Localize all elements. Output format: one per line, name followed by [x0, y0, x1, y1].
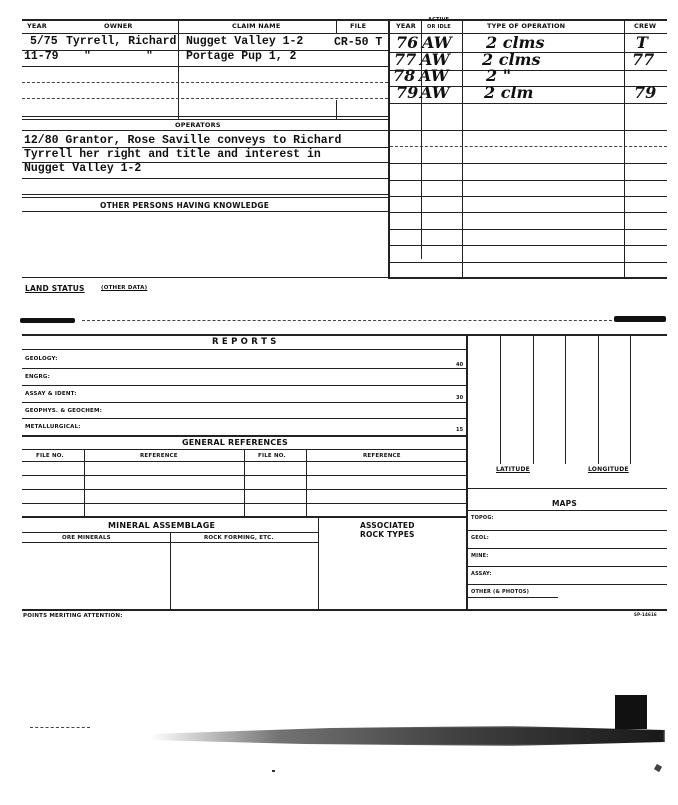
op-row-3-type: 2 ": [486, 66, 512, 85]
maps-assay: ASSAY:: [471, 571, 492, 577]
reports-engrg: ENGRG:: [25, 374, 51, 380]
land-status-sub: (OTHER DATA): [101, 285, 148, 291]
op-row-1-type: 2 clms: [486, 33, 545, 52]
operators-line-3: Nugget Valley 1-2: [24, 162, 142, 175]
ownership-row-2-year: 11-79: [24, 50, 59, 63]
rock-types-label: ROCK TYPES: [360, 530, 415, 539]
ownership-row-1-claim: Nugget Valley 1-2: [186, 35, 304, 48]
ownership-row-2-owner-ditto: ": [146, 50, 153, 63]
ownership-row-1-file: CR-50 T: [334, 36, 383, 49]
col-header-type-of-operation: TYPE OF OPERATION: [487, 22, 566, 30]
reports-geophys: GEOPHYS. & GEOCHEM:: [25, 408, 103, 414]
land-status-label: LAND STATUS: [25, 284, 85, 293]
scan-dark-patch: [615, 695, 647, 729]
reports-geology-num: 40: [456, 362, 464, 368]
op-row-4-crew: 79: [634, 83, 657, 102]
col-header-active: ACTIVE: [428, 17, 450, 23]
op-row-4-status: AW: [420, 83, 450, 102]
ownership-row-2-owner: ": [84, 50, 91, 63]
col-header-or-idle: OR IDLE: [427, 24, 451, 30]
operators-title: OPERATORS: [175, 121, 221, 129]
operators-line-1: 12/80 Grantor, Rose Saville conveys to Richard: [24, 134, 342, 147]
reports-assay: ASSAY & IDENT:: [25, 391, 77, 397]
reports-geology: GEOLOGY:: [25, 356, 58, 362]
scan-speck: [654, 764, 662, 772]
op-row-1-status: AW: [422, 33, 452, 52]
col-header-year-ops: YEAR: [396, 22, 416, 30]
reports-metallurgical: METALLURGICAL:: [25, 424, 81, 430]
op-row-2-crew: 77: [632, 50, 655, 69]
col-header-crew: CREW: [634, 22, 657, 30]
genref-header-file-no-2: FILE NO.: [258, 453, 286, 459]
points-meriting-attention: POINTS MERITING ATTENTION:: [23, 613, 123, 619]
maps-mine: MINE:: [471, 553, 489, 559]
ownership-row-1-year: 5/75: [30, 35, 58, 48]
ink-blob-left: [20, 318, 75, 323]
mineral-assemblage-title: MINERAL ASSEMBLAGE: [108, 521, 216, 530]
operators-line-2: Tyrrell her right and title and interest in: [24, 148, 321, 161]
op-row-2-year: 77: [394, 50, 417, 69]
op-row-3-year: 78: [393, 66, 416, 85]
op-row-3-status: AW: [419, 66, 449, 85]
op-row-2-status: AW: [420, 50, 450, 69]
col-header-claim-name: CLAIM NAME: [232, 22, 281, 30]
other-persons-title: OTHER PERSONS HAVING KNOWLEDGE: [100, 201, 270, 210]
col-header-year: YEAR: [27, 22, 47, 30]
general-references-title: GENERAL REFERENCES: [182, 438, 288, 447]
op-row-4-type: 2 clm: [484, 83, 534, 102]
genref-header-reference-1: REFERENCE: [140, 453, 178, 459]
longitude-label: LONGITUDE: [588, 466, 629, 473]
col-header-owner: OWNER: [104, 22, 133, 30]
maps-title: MAPS: [552, 499, 577, 508]
ownership-row-1-owner: Tyrrell, Richard: [66, 35, 177, 48]
ownership-row-2-claim: Portage Pup 1, 2: [186, 50, 297, 63]
reports-metallurgical-num: 15: [456, 427, 464, 433]
ore-minerals-label: ORE MINERALS: [62, 535, 111, 541]
scan-speck: [272, 770, 275, 772]
genref-header-reference-2: REFERENCE: [363, 453, 401, 459]
reports-title: R E P O R T S: [212, 337, 277, 347]
op-row-4-year: 79: [396, 83, 419, 102]
scan-smudge-band: [150, 726, 665, 746]
rock-forming-label: ROCK FORMING, ETC.: [204, 535, 274, 541]
ink-blob-right: [614, 316, 666, 322]
op-row-1-crew: T: [636, 33, 648, 52]
genref-header-file-no-1: FILE NO.: [36, 453, 64, 459]
op-row-2-type: 2 clms: [482, 50, 541, 69]
maps-topog: TOPOG:: [471, 515, 494, 521]
col-header-file: FILE: [350, 22, 367, 30]
reports-assay-num: 30: [456, 395, 464, 401]
form-number: SP-14616: [634, 612, 657, 617]
associated-label: ASSOCIATED: [360, 521, 415, 530]
op-row-1-year: 76: [396, 33, 419, 52]
maps-geol: GEOL:: [471, 535, 489, 541]
latitude-label: LATITUDE: [496, 466, 530, 473]
maps-other: OTHER (& PHOTOS): [471, 589, 530, 595]
